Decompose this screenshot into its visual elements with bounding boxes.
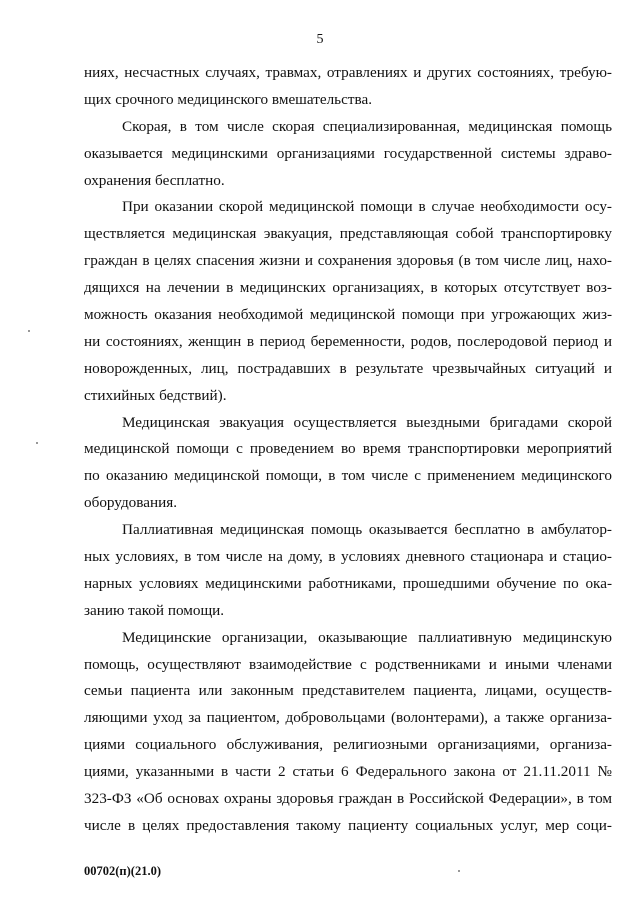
text-line: 323-ФЗ «Об основах охраны здоровья граждан в Российской Федерации», в том <box>84 790 612 808</box>
text-line: числе в целях предоставления такому пациенту социальных услуг, мер соци- <box>84 816 612 834</box>
text-line: медицинской помощи с проведением во время транспортировки мероприятий <box>84 440 612 458</box>
scan-speck <box>36 442 38 444</box>
text-line: нарных условиях медицинскими работниками, прошедшими обучение по ока- <box>84 574 612 592</box>
text-line: граждан в целях спасения жизни и сохранения здоровья (в том числе лиц, нахо- <box>84 252 612 270</box>
text-line: оборудования. <box>84 494 178 512</box>
text-line: Скорая, в том числе скорая специализированная, медицинская помощь <box>122 117 612 135</box>
text-line: дящихся на лечении в медицинских организациях, в которых отсутствует воз- <box>84 279 612 297</box>
scan-speck <box>28 330 30 332</box>
text-line: ных условиях, в том числе на дому, в условиях дневного стационара и стацио- <box>84 548 612 566</box>
text-line: При оказании скорой медицинской помощи в случае необходимости осу- <box>122 198 612 216</box>
text-line: новорожденных, лиц, пострадавших в результате чрезвычайных ситуаций и <box>84 359 612 377</box>
text-line: по оказанию медицинской помощи, в том числе с применением медицинского <box>84 467 612 485</box>
footer-code: 00702(п)(21.0) <box>84 864 161 878</box>
text-line: помощь, осуществляют взаимодействие с родственниками и иными членами <box>84 655 612 673</box>
text-line: Медицинская эвакуация осуществляется выездными бригадами скорой <box>122 413 612 431</box>
text-line: семьи пациента или законным представителем пациента, лицами, осуществ- <box>84 682 612 700</box>
text-line: циями, указанными в части 2 статьи 6 Федерального закона от 21.11.2011 № <box>84 763 612 781</box>
text-line: щих срочного медицинского вмешательства. <box>84 90 372 108</box>
page-number: 5 <box>316 32 324 47</box>
text-line: охранения бесплатно. <box>84 171 225 189</box>
text-line: ни состояниях, женщин в период беременности, родов, послеродовой период и <box>84 332 612 350</box>
text-line: циями социального обслуживания, религиозными организациями, организа- <box>84 736 612 754</box>
text-line: занию такой помощи. <box>84 601 225 619</box>
text-line: ществляется медицинская эвакуация, представляющая собой транспортировку <box>84 225 612 243</box>
scan-speck <box>458 870 460 872</box>
text-line: Медицинские организации, оказывающие паллиативную медицинскую <box>122 628 612 646</box>
text-line: можность оказания необходимой медицинской помощи при угрожающих жиз- <box>84 306 612 324</box>
text-line: оказывается медицинскими организациями государственной системы здраво- <box>84 144 612 162</box>
body-text <box>84 60 612 840</box>
text-line: ляющими уход за пациентом, добровольцами (волонтерами), а также организа- <box>84 709 612 727</box>
text-line: стихийных бедствий). <box>84 386 227 404</box>
text-line: Паллиативная медицинская помощь оказывается бесплатно в амбулатор- <box>122 521 612 539</box>
text-line: ниях, несчастных случаях, травмах, отравлениях и других состояниях, требую- <box>84 64 612 81</box>
